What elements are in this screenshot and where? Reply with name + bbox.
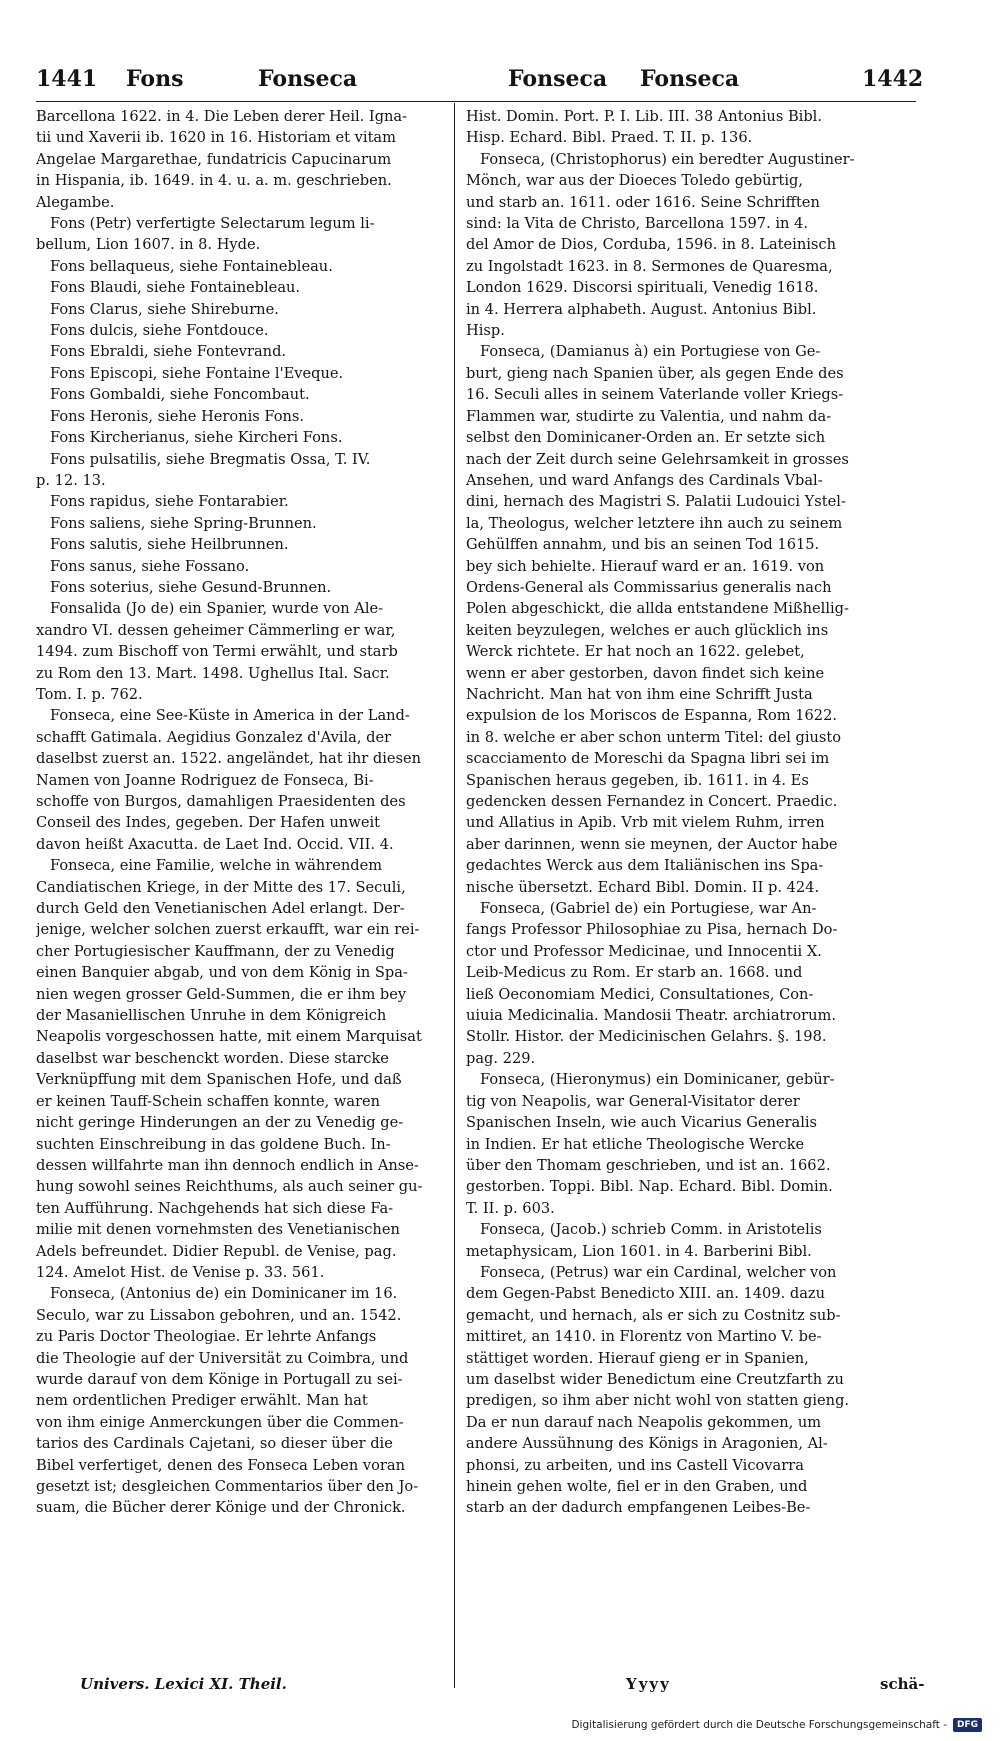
text-line: Adels befreundet. Didier Republ. de Venise, pag.: [36, 1242, 397, 1260]
text-line: hinein gehen wolte, fiel er in den Graben, und: [466, 1478, 808, 1495]
text-line: Fons sanus, siehe Fossano.: [50, 557, 250, 575]
text-line: bey sich behielte. Hierauf ward er an. 1619. von: [466, 557, 825, 575]
text-line: andere Aussühnung des Königs in Aragonien, Al-: [466, 1435, 828, 1453]
text-line: xandro VI. dessen geheimer Cämmerling er war,: [36, 621, 396, 639]
text-line: Da er nun darauf nach Neapolis gekommen, um: [466, 1413, 822, 1431]
text-line: Fons Kircherianus, siehe Kircheri Fons.: [50, 429, 343, 447]
text-line: ctor und Professor Medicinae, und Innocentii X.: [466, 942, 822, 960]
text-line: suchten Einschreibung in das goldene Buch. In-: [36, 1135, 391, 1153]
text-line: von ihm einige Anmerckungen über die Commen-: [36, 1413, 404, 1431]
right-running-head-1: Fonseca: [508, 66, 608, 92]
column-divider: [454, 103, 455, 1688]
text-line: pag. 229.: [466, 1049, 536, 1067]
text-line: Werck richtete. Er hat noch an 1622. gelebet,: [466, 643, 805, 661]
text-line: Fonseca, (Gabriel de) ein Portugiese, war An-: [480, 900, 817, 918]
text-line: gedencken dessen Fernandez in Concert. Praedic.: [466, 793, 838, 810]
left-column: [36, 106, 448, 1519]
text-line: Namen von Joanne Rodriguez de Fonseca, Bi-: [36, 771, 374, 789]
text-line: gemacht, und hernach, als er sich zu Costnitz sub-: [466, 1306, 841, 1324]
text-line: tarios des Cardinals Cajetani, so dieser über die: [36, 1435, 393, 1453]
text-line: Fons soterius, siehe Gesund-Brunnen.: [50, 578, 332, 596]
text-line: Fons (Petr) verfertigte Selectarum legum li-: [50, 215, 375, 233]
text-line: keiten beyzulegen, welches er auch glücklich ins: [466, 621, 829, 639]
text-line: Fons Gombaldi, siehe Foncombaut.: [50, 386, 310, 404]
text-line: Fonseca, (Petrus) war ein Cardinal, welcher von: [480, 1263, 837, 1281]
text-line: dessen willfahrte man ihn dennoch endlich in Anse-: [36, 1156, 419, 1174]
text-line: Nachricht. Man hat von ihm eine Schrifft Justa: [466, 685, 813, 703]
text-line: Gehülffen annahm, und bis an seinen Tod 1615.: [466, 536, 820, 554]
text-line: suam, die Bücher derer Könige und der Chronick.: [36, 1499, 406, 1517]
text-line: p. 12. 13.: [36, 471, 106, 489]
dfg-logo: DFG: [953, 1718, 982, 1732]
text-line: in Indien. Er hat etliche Theologische Wercke: [466, 1135, 805, 1153]
text-line: Tom. I. p. 762.: [36, 685, 143, 703]
text-line: milie mit denen vornehmsten des Venetianischen: [36, 1221, 400, 1239]
text-line: in Hispania, ib. 1649. in 4. u. a. m. geschrieben.: [36, 172, 392, 190]
text-line: über den Thomam geschrieben, und ist an. 1662.: [466, 1156, 831, 1174]
text-line: tii und Xaverii ib. 1620 in 16. Historiam et vitam: [36, 129, 396, 147]
text-line: Fonseca, (Christophorus) ein beredter Augustiner-: [480, 150, 855, 168]
text-line: Barcellona 1622. in 4. Die Leben derer Heil. Igna-: [36, 108, 408, 125]
text-line: Fonseca, eine See-Küste in America in der Land-: [50, 707, 410, 725]
text-line: Fons pulsatilis, siehe Bregmatis Ossa, T. IV.: [50, 450, 371, 468]
header-rule: [36, 101, 916, 102]
text-line: Fonseca, eine Familie, welche in währendem: [50, 857, 383, 875]
text-line: jenige, welcher solchen zuerst erkaufft, war ein rei-: [36, 921, 420, 939]
text-line: gedachtes Werck aus dem Italiänischen ins Spa-: [466, 857, 824, 875]
text-line: Fonsalida (Jo de) ein Spanier, wurde von Ale-: [50, 600, 384, 618]
text-line: Seculo, war zu Lissabon gebohren, und an. 1542.: [36, 1306, 402, 1324]
text-line: starb an der dadurch empfangenen Leibes-Be-: [466, 1499, 811, 1517]
text-line: Ansehen, und ward Anfangs des Cardinals Vbal-: [466, 471, 823, 489]
text-line: bellum, Lion 1607. in 8. Hyde.: [36, 236, 261, 254]
text-line: mittiret, an 1410. in Florentz von Martino V. be-: [466, 1328, 822, 1346]
text-line: Fons salutis, siehe Heilbrunnen.: [50, 536, 289, 554]
text-line: Fonseca, (Antonius de) ein Dominicaner im 16.: [50, 1285, 398, 1303]
text-line: metaphysicam, Lion 1601. in 4. Barberini Bibl.: [466, 1242, 812, 1260]
text-line: und starb an. 1611. oder 1616. Seine Schrifften: [466, 193, 820, 211]
text-line: Ordens-General als Commissarius generalis nach: [466, 578, 832, 596]
text-line: Fons Ebraldi, siehe Fontevrand.: [50, 343, 287, 361]
text-line: nicht geringe Hinderungen an der zu Venedig ge-: [36, 1114, 404, 1132]
text-line: uiuia Medicinalia. Mandosii Theatr. archiatrorum.: [466, 1007, 837, 1025]
text-line: nische übersetzt. Echard Bibl. Domin. II p. 424.: [466, 878, 820, 896]
text-line: daselbst war beschenckt worden. Diese starcke: [36, 1049, 389, 1067]
text-line: Hist. Domin. Port. P. I. Lib. III. 38 Antonius Bibl.: [466, 108, 822, 125]
text-line: 16. Seculi alles in seinem Vaterlande voller Kriegs-: [466, 386, 844, 404]
text-line: sind: la Vita de Christo, Barcellona 1597. in 4.: [466, 215, 808, 233]
text-line: 124. Amelot Hist. de Venise p. 33. 561.: [36, 1263, 325, 1281]
text-line: Fons bellaqueus, siehe Fontainebleau.: [50, 257, 333, 275]
text-line: Fons Heronis, siehe Heronis Fons.: [50, 407, 305, 425]
text-line: schafft Gatimala. Aegidius Gonzalez d'Avila, der: [36, 728, 392, 746]
text-line: und Allatius in Apib. Vrb mit vielem Ruhm, irren: [466, 814, 825, 832]
text-line: London 1629. Discorsi spirituali, Venedig 1618.: [466, 279, 819, 297]
text-line: ließ Oeconomiam Medici, Consultationes, Con-: [466, 985, 814, 1003]
text-line: durch Geld den Venetianischen Adel erlangt. Der-: [36, 900, 405, 918]
text-line: Polen abgeschickt, die allda entstandene Mißhellig-: [466, 600, 849, 618]
text-line: scacciamento de Moreschi da Spagna libri sei im: [466, 750, 830, 768]
text-line: Mönch, war aus der Dioeces Toledo gebürtig,: [466, 172, 804, 190]
text-line: Fons Episcopi, siehe Fontaine l'Eveque.: [50, 364, 344, 382]
text-line: einen Banquier abgab, und von dem König in Spa-: [36, 964, 408, 982]
text-line: der Masaniellischen Unruhe in dem Königreich: [36, 1007, 387, 1025]
text-line: Fons Clarus, siehe Shireburne.: [50, 300, 279, 318]
text-line: Fons rapidus, siehe Fontarabier.: [50, 493, 289, 511]
text-line: er keinen Tauff-Schein schaffen konnte, waren: [36, 1092, 381, 1110]
text-line: Fonseca, (Damianus à) ein Portugiese von Ge-: [480, 343, 821, 361]
text-line: Hisp.: [466, 322, 505, 340]
left-page-number: 1441: [36, 66, 98, 92]
text-line: tig von Neapolis, war General-Visitator derer: [466, 1092, 800, 1110]
page-header: [36, 66, 924, 102]
text-line: Stollr. Histor. der Medicinischen Gelahrs. §. 198.: [466, 1028, 827, 1046]
digitization-credit: [571, 1718, 982, 1732]
text-line: um daselbst wider Benedictum eine Creutzfarth zu: [466, 1370, 844, 1388]
right-running-head-2: Fonseca: [640, 66, 740, 92]
left-running-head-1: Fons: [126, 66, 184, 92]
text-line: Fons Blaudi, siehe Fontainebleau.: [50, 279, 301, 297]
text-line: Fonseca, (Hieronymus) ein Dominicaner, gebür-: [480, 1071, 835, 1089]
footer-signature: Univers. Lexici XI. Theil.: [80, 1675, 287, 1693]
text-line: predigen, so ihm aber nicht wohl von statten gieng.: [466, 1392, 850, 1410]
left-running-head-2: Fonseca: [258, 66, 358, 92]
text-line: Hisp. Echard. Bibl. Praed. T. II. p. 136.: [466, 129, 753, 147]
text-line: davon heißt Axacutta. de Laet Ind. Occid. VII. 4.: [36, 835, 394, 853]
text-line: Alegambe.: [36, 193, 115, 211]
text-line: Bibel verfertiget, denen des Fonseca Leben voran: [36, 1456, 405, 1474]
text-line: Conseil des Indes, gegeben. Der Hafen unweit: [36, 814, 380, 832]
text-line: zu Rom den 13. Mart. 1498. Ughellus Ital. Sacr.: [36, 664, 390, 682]
text-line: in 8. welche er aber schon unterm Titel: del giusto: [466, 728, 842, 746]
text-line: ten Aufführung. Nachgehends hat sich diese Fa-: [36, 1199, 394, 1217]
text-line: Fons dulcis, siehe Fontdouce.: [50, 322, 269, 340]
right-page-number: 1442: [862, 66, 924, 92]
text-line: schoffe von Burgos, damahligen Praesidenten des: [36, 793, 406, 810]
text-line: Angelae Margarethae, fundatricis Capucinarum: [36, 150, 392, 168]
footer-catchword: schä-: [880, 1675, 925, 1693]
text-line: expulsion de los Moriscos de Espanna, Rom 1622.: [466, 707, 838, 725]
text-line: nach der Zeit durch seine Gelehrsamkeit in grosses: [466, 450, 849, 468]
text-line: Candiatischen Kriege, in der Mitte des 17. Seculi,: [36, 878, 406, 896]
text-line: in 4. Herrera alphabeth. August. Antonius Bibl.: [466, 300, 817, 318]
text-line: T. II. p. 603.: [466, 1199, 555, 1217]
text-line: 1494. zum Bischoff von Termi erwählt, und starb: [36, 643, 398, 661]
text-line: dem Gegen-Pabst Benedicto XIII. an. 1409. dazu: [466, 1285, 826, 1303]
text-line: Neapolis vorgeschossen hatte, mit einem Marquisat: [36, 1028, 422, 1046]
text-line: Verknüpffung mit dem Spanischen Hofe, und daß: [36, 1071, 402, 1089]
text-line: Spanischen heraus gegeben, ib. 1611. in 4. Es: [466, 771, 809, 789]
text-line: nem ordentlichen Prediger erwählt. Man hat: [36, 1392, 368, 1410]
text-line: la, Theologus, welcher letztere ihn auch zu seinem: [466, 514, 843, 532]
text-line: aber darinnen, wenn sie meynen, der Auctor habe: [466, 835, 838, 853]
text-line: stättiget worden. Hierauf gieng er in Spanien,: [466, 1349, 809, 1367]
text-line: daselbst zuerst an. 1522. angeländet, hat ihr diesen: [36, 750, 422, 768]
text-line: gesetzt ist; desgleichen Commentarios über den Jo-: [36, 1478, 419, 1495]
text-line: wenn er aber gestorben, davon findet sich keine: [466, 664, 825, 682]
text-line: selbst den Dominicaner-Orden an. Er setzte sich: [466, 429, 826, 447]
text-line: gestorben. Toppi. Bibl. Nap. Echard. Bibl. Domin.: [466, 1178, 833, 1196]
text-line: nien wegen grosser Geld-Summen, die er ihm bey: [36, 985, 407, 1003]
credit-text: Digitalisierung gefördert durch die Deutsche Forschungsgemeinschaft -: [571, 1719, 947, 1731]
text-line: fangs Professor Philosophiae zu Pisa, hernach Do-: [466, 921, 838, 939]
right-column: [466, 106, 878, 1519]
text-line: burt, gieng nach Spanien über, als gegen Ende des: [466, 364, 844, 382]
text-line: die Theologie auf der Universität zu Coimbra, und: [36, 1349, 409, 1367]
text-line: Flammen war, studirte zu Valentia, und nahm da-: [466, 407, 832, 425]
text-line: wurde darauf von dem Könige in Portugall zu sei-: [36, 1370, 403, 1388]
text-line: cher Portugiesischer Kauffmann, der zu Venedig: [36, 942, 395, 960]
text-line: Leib-Medicus zu Rom. Er starb an. 1668. und: [466, 964, 803, 982]
text-line: Spanischen Inseln, wie auch Vicarius Generalis: [466, 1114, 818, 1132]
text-line: phonsi, zu arbeiten, und ins Castell Vicovarra: [466, 1456, 804, 1474]
text-line: zu Ingolstadt 1623. in 8. Sermones de Quaresma,: [466, 257, 833, 275]
text-line: zu Paris Doctor Theologiae. Er lehrte Anfangs: [36, 1328, 377, 1346]
text-line: Fonseca, (Jacob.) schrieb Comm. in Aristotelis: [480, 1221, 822, 1239]
footer-catchword-sheet: Yyyy: [626, 1675, 671, 1693]
text-line: hung sowohl seines Reichthums, als auch seiner gu-: [36, 1178, 423, 1196]
text-line: del Amor de Dios, Corduba, 1596. in 8. Lateinisch: [466, 236, 836, 254]
text-line: Fons saliens, siehe Spring-Brunnen.: [50, 514, 317, 532]
text-line: dini, hernach des Magistri S. Palatii Ludouici Ystel-: [466, 493, 846, 511]
